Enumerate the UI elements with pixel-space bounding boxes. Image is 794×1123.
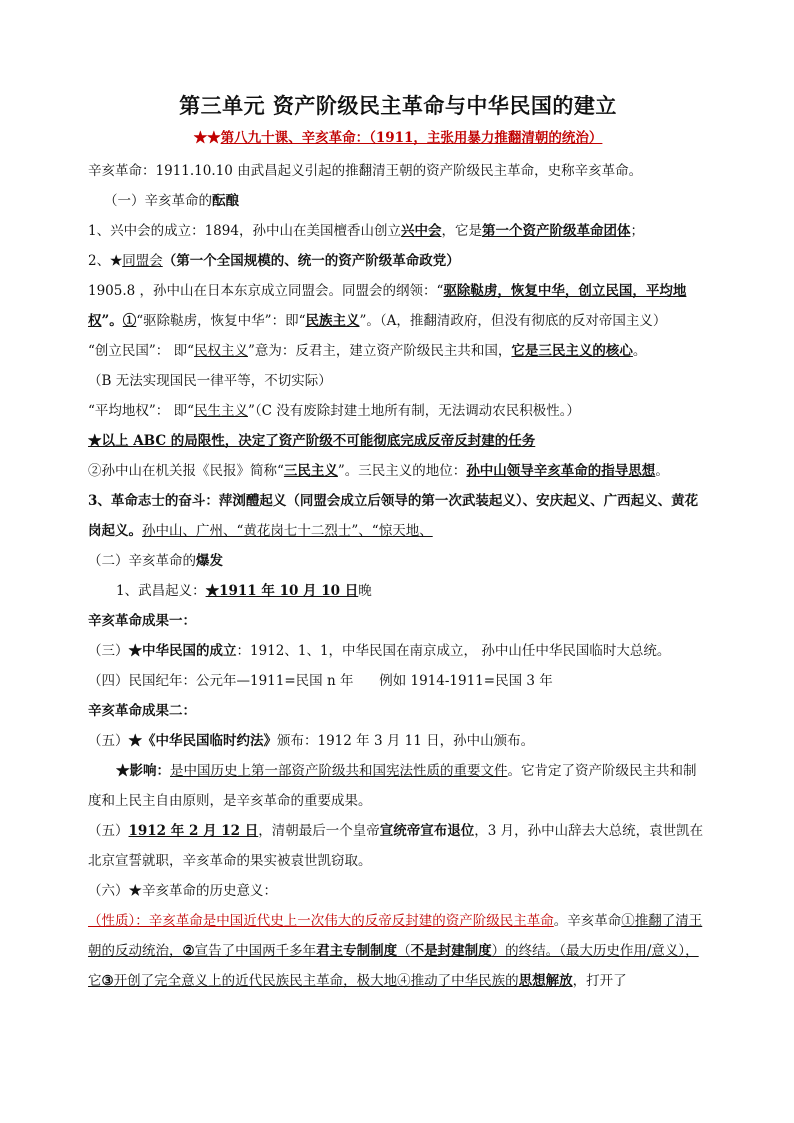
key-term: ★中华民国的成立 (128, 643, 237, 659)
paragraph-wuchang (88, 576, 708, 606)
paragraph-tongmenghui (88, 246, 708, 276)
key-term: ★1911 年 10 月 10 日 (205, 583, 359, 599)
paragraph-program (88, 276, 708, 336)
paragraph-uprisings (88, 486, 708, 546)
key-term: ①推翻了 (621, 913, 676, 929)
paragraph-abdication (88, 816, 708, 876)
key-term: 君主专制制度 (316, 943, 398, 959)
text: 2、 (88, 253, 111, 269)
text: ”。（A，推翻清政府，但没有彻底的反对帝国主义） (359, 313, 667, 329)
key-term: 驱除鞑虏，恢复中华，创立民国，平均地权 (88, 283, 687, 329)
text: ”。 (101, 313, 123, 329)
text: 颁布：1912 年 3 月 11 日，孙中山颁布。 (277, 733, 535, 749)
section-1-heading (88, 186, 708, 216)
key-term: （第一个全国规模的、统一的资产阶级革命政党） (162, 253, 460, 269)
text: 晚 (358, 583, 372, 599)
key-term: 不是封建制度 (410, 943, 492, 959)
text: （五） (88, 823, 129, 839)
text: 1、武昌起义： (116, 583, 206, 599)
unit-title: 第三单元 资产阶级民主革命与中华民国的建立 (179, 94, 617, 118)
paragraph-minquan (88, 336, 708, 366)
text: ②孙中山在机关报《民报》简称“ (88, 463, 284, 479)
paragraph-constitution-impact (88, 756, 708, 816)
key-term: 开创了完全意义上的近代民族民主革命，极大地④推动了中华民族的 (113, 973, 519, 989)
key-term: 孙中山领导辛亥革命的指导思想 (466, 463, 656, 479)
section-2-heading (88, 546, 708, 576)
text: （B 无法实现国民一律平等，不切实际） (88, 373, 332, 389)
circled-number: ② (182, 943, 195, 959)
text: 3、革命志士的奋斗：萍浏醴起义（同盟会成立后领导的第一次武装起义）、安庆起义、广西起义、黄花岗起义。 (88, 493, 699, 539)
text: 1、兴中会的成立：1894，孙中山在美国檀香山创立 (88, 223, 401, 239)
section-6-heading: （六）★辛亥革命的历史意义： (88, 883, 277, 899)
text: 。它肯定了资产阶级民主共和制度和上民主自由原则，是辛亥革命的重要成果。 (88, 763, 697, 809)
text: ，打开了 (572, 973, 627, 989)
text: “驱除鞑虏，恢复中华”：即“ (136, 313, 306, 329)
intro-paragraph (88, 156, 708, 186)
key-term: 兴中会 (400, 223, 442, 239)
heading-emphasis: 酝酿 (212, 193, 239, 209)
key-term: 第一个资产阶级革命团体 (481, 223, 631, 239)
text: 1905.8 ，孙中山在日本东京成立同盟会。同盟会的纲领：“ (88, 283, 444, 299)
paragraph-constitution (88, 726, 708, 756)
paragraph-significance (88, 906, 708, 996)
key-term: ★《中华民国临时约法》 (128, 733, 277, 749)
circled-number: ① (122, 313, 137, 329)
text: ； (630, 223, 644, 239)
key-term: 三民主义 (283, 463, 338, 479)
paragraph-xingzhonghui (88, 216, 708, 246)
text: （四）民国纪年：公元年—1911=民国 n 年 例如 1914-1911=民国 3 年 (88, 673, 553, 689)
text: ：1912、1、1，中华民国在南京成立， 孙中山任中华民国临时大总统。 (236, 643, 671, 659)
star-icon: ★ (110, 253, 123, 269)
key-term: 孙中山、广州、“黄花岗七十二烈士”、“惊天地、 (142, 523, 433, 539)
key-term: 1912 年 2 月 12 日 (128, 823, 259, 839)
key-term: ★影响： (116, 763, 170, 779)
result-one-label: 辛亥革命成果一： (88, 613, 196, 629)
text: （ (397, 943, 411, 959)
result-two-label: 辛亥革命成果二： (88, 703, 196, 719)
text: ”意为：反君主，建立资产阶级民主共和国， (248, 343, 512, 359)
key-term: 宣告了中国两千多年 (194, 943, 317, 959)
key-term: 它是三民主义的核心 (511, 343, 633, 359)
key-term: 思想解放 (518, 973, 573, 989)
text: “平均地权”： 即“ (88, 403, 194, 419)
key-term: ★以上 ABC 的局限性，决定了资产阶级不可能彻底完成反帝反封建的任务 (88, 433, 536, 449)
text: ，清朝最后一个皇帝 (258, 823, 380, 839)
key-term: 宣统帝宣布退位 (379, 823, 475, 839)
paragraph-minsheng (88, 396, 708, 426)
paragraph-limitation-summary (88, 426, 708, 456)
subtitle-text: 第八九十课、辛亥革命：（1911，主张用暴力推翻清朝的统治） (220, 130, 603, 146)
text: ）的终结。（最大历史作用/意义），它 (88, 943, 699, 989)
key-term: 民生主义 (194, 403, 248, 419)
key-term: （性质）：辛亥革命是中国近代史上一次伟大的反帝反封建的资产阶级民主革命 (88, 913, 554, 929)
lesson-subtitle (88, 126, 708, 150)
text: （三） (88, 643, 129, 659)
text: “创立民国”： 即“ (88, 343, 194, 359)
key-term: 是中国历史上第一部资产阶级共和国宪法性质的重要文件 (170, 763, 508, 779)
text: 。辛亥革命 (553, 913, 622, 929)
circled-number: ③ (101, 973, 114, 989)
heading-text: （二）辛亥革命的 (88, 553, 196, 569)
key-term: 同盟会 (122, 253, 163, 269)
text: ”。三民主义的地位： (337, 463, 467, 479)
text: ，它是 (441, 223, 482, 239)
text: 。 (632, 343, 647, 359)
paragraph-calendar (88, 666, 708, 696)
text: （五） (88, 733, 129, 749)
text: ”（C 没有废除封建土地所有制，无法调动农民积极性。） (248, 403, 581, 419)
star-icons: ★★ (193, 130, 221, 146)
key-term: 民权主义 (194, 343, 248, 359)
heading-emphasis: 爆发 (196, 553, 223, 569)
intro-text: 辛亥革命：1911.10.10 由武昌起义引起的推翻清王朝的资产阶级民主革命，史称辛亥革命。 (88, 163, 643, 179)
paragraph-sanmin (88, 456, 708, 486)
paragraph-limitation-b (88, 366, 708, 396)
paragraph-roc-founding (88, 636, 708, 666)
heading-text: （一）辛亥革命的 (104, 193, 212, 209)
key-term: 清王朝的反动统治， (88, 913, 703, 959)
text: ，3 月，孙中山辞去大总统，袁世凯在北京宣誓就职，辛亥革命的果实被袁世凯窃取。 (88, 823, 704, 869)
text: 。 (655, 463, 669, 479)
key-term: 民族主义 (305, 313, 360, 329)
